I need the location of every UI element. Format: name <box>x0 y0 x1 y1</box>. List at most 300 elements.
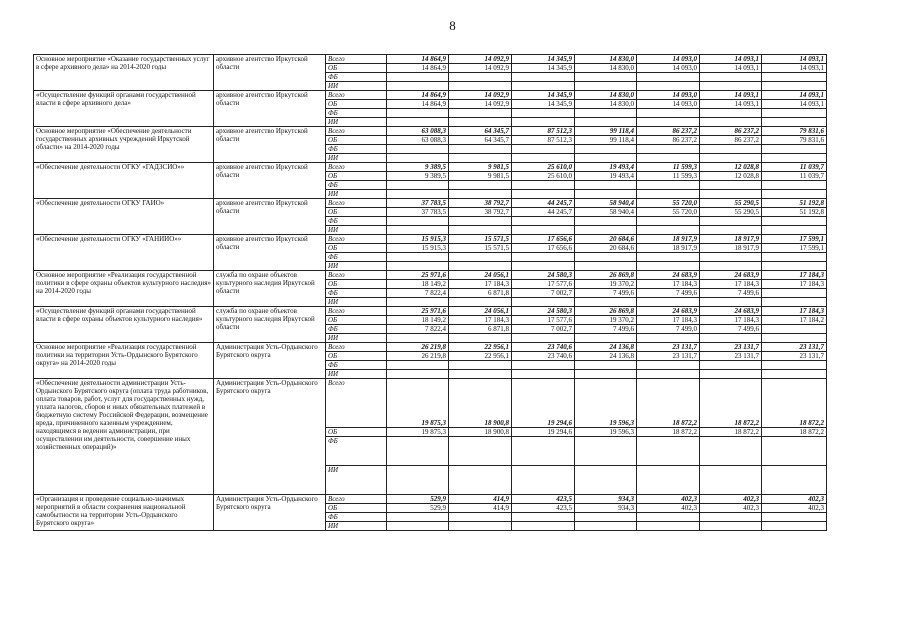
executor-name: Администрация Усть-Ордынского Бурятского округа <box>214 379 326 495</box>
measure-name: «Осуществление функций органами государственной власти в сфере охраны объектов культурного наследия» <box>34 307 214 343</box>
amount-cell <box>700 82 762 91</box>
amount-cell: 15 571,5 <box>449 244 512 253</box>
amount-cell <box>700 262 762 271</box>
amount-cell: 19 493,4 <box>575 163 637 172</box>
amount-cell: 14 093,1 <box>762 55 827 64</box>
amount-cell: 14 345,9 <box>512 64 575 73</box>
amount-cell <box>575 190 637 199</box>
amount-cell <box>575 73 637 82</box>
amount-cell <box>700 334 762 343</box>
amount-cell: 14 093,0 <box>637 55 700 64</box>
amount-cell <box>575 82 637 91</box>
amount-cell <box>637 154 700 163</box>
amount-cell: 7 499,6 <box>700 289 762 298</box>
amount-cell: 17 599,1 <box>762 244 827 253</box>
amount-cell: 86 237,2 <box>637 127 700 136</box>
amount-cell <box>637 370 700 379</box>
amount-cell: 402,3 <box>762 495 827 504</box>
amount-cell: 24 136,8 <box>575 352 637 361</box>
amount-cell: 14 093,1 <box>762 64 827 73</box>
funding-source-label: ОБ <box>326 280 387 289</box>
amount-cell <box>700 154 762 163</box>
amount-cell <box>700 361 762 370</box>
funding-source-label: ОБ <box>326 208 387 217</box>
funding-source-label: ФБ <box>326 513 387 522</box>
amount-cell: 7 499,0 <box>637 325 700 334</box>
amount-cell <box>575 370 637 379</box>
amount-cell: 14 093,1 <box>700 64 762 73</box>
measure-name: Основное мероприятие «Обеспечение деятельности государственных архивных учреждений Иркутской области» на 2014-2020 годы <box>34 127 214 163</box>
amount-cell <box>762 253 827 262</box>
amount-cell: 64 345,7 <box>449 127 512 136</box>
amount-cell: 14 864,9 <box>387 55 449 64</box>
amount-cell <box>387 181 449 190</box>
table-row <box>34 307 827 316</box>
amount-cell: 25 610,0 <box>512 163 575 172</box>
amount-cell <box>512 513 575 522</box>
amount-cell <box>762 334 827 343</box>
amount-cell <box>449 298 512 307</box>
amount-cell: 23 131,7 <box>700 343 762 352</box>
amount-cell: 24 136,8 <box>575 343 637 352</box>
executor-name: архивное агентство Иркутской области <box>214 199 326 235</box>
amount-cell: 55 720,0 <box>637 208 700 217</box>
amount-cell: 14 830,0 <box>575 55 637 64</box>
amount-cell: 402,3 <box>637 504 700 513</box>
amount-cell <box>637 217 700 226</box>
funding-source-label: ФБ <box>326 253 387 262</box>
amount-cell <box>637 334 700 343</box>
amount-cell: 14 092,9 <box>449 100 512 109</box>
executor-name: архивное агентство Иркутской области <box>214 55 326 91</box>
amount-cell <box>637 361 700 370</box>
amount-cell: 9 389,5 <box>387 172 449 181</box>
amount-cell <box>387 513 449 522</box>
amount-cell <box>512 82 575 91</box>
amount-cell: 18 149,2 <box>387 316 449 325</box>
amount-cell <box>387 145 449 154</box>
funding-source-label: Всего <box>326 271 387 280</box>
amount-cell <box>762 190 827 199</box>
amount-cell <box>449 361 512 370</box>
amount-cell: 7 499,6 <box>575 289 637 298</box>
funding-source-label: ИИ <box>326 262 387 271</box>
amount-cell: 23 131,7 <box>637 343 700 352</box>
amount-cell <box>449 181 512 190</box>
amount-cell <box>762 466 827 495</box>
executor-name: архивное агентство Иркутской области <box>214 163 326 199</box>
amount-cell: 24 056,1 <box>449 271 512 280</box>
amount-cell: 58 940,4 <box>575 208 637 217</box>
amount-cell: 17 184,3 <box>762 307 827 316</box>
amount-cell: 14 093,1 <box>762 91 827 100</box>
amount-cell: 26 869,8 <box>575 307 637 316</box>
amount-cell <box>762 181 827 190</box>
amount-cell <box>637 82 700 91</box>
table-row <box>34 91 827 100</box>
amount-cell: 423,5 <box>512 504 575 513</box>
amount-cell <box>637 513 700 522</box>
amount-cell: 14 093,1 <box>700 100 762 109</box>
amount-cell: 23 740,6 <box>512 343 575 352</box>
table-row <box>34 163 827 172</box>
amount-cell: 402,3 <box>762 504 827 513</box>
funding-source-label: Всего <box>326 307 387 316</box>
amount-cell: 24 683,9 <box>637 271 700 280</box>
amount-cell: 63 088,3 <box>387 136 449 145</box>
amount-cell: 37 783,5 <box>387 199 449 208</box>
amount-cell <box>575 298 637 307</box>
amount-cell: 14 345,9 <box>512 100 575 109</box>
amount-cell: 9 981,5 <box>449 163 512 172</box>
amount-cell <box>700 181 762 190</box>
measure-name: Основное мероприятие «Оказание государственных услуг в сфере архивного дела» на 2014-2020 годы <box>34 55 214 91</box>
amount-cell: 11 599,3 <box>637 172 700 181</box>
amount-cell <box>512 437 575 466</box>
amount-cell <box>637 298 700 307</box>
amount-cell <box>637 190 700 199</box>
amount-cell: 14 092,9 <box>449 64 512 73</box>
amount-cell <box>575 334 637 343</box>
amount-cell <box>449 262 512 271</box>
amount-cell: 19 875,3 <box>387 428 449 437</box>
amount-cell <box>762 226 827 235</box>
amount-cell: 64 345,7 <box>449 136 512 145</box>
amount-cell <box>387 118 449 127</box>
amount-cell: 19 370,2 <box>575 280 637 289</box>
amount-cell: 19 493,4 <box>575 172 637 181</box>
funding-source-label: ОБ <box>326 172 387 181</box>
amount-cell <box>512 262 575 271</box>
amount-cell: 17 184,2 <box>762 316 827 325</box>
amount-cell: 17 656,6 <box>512 244 575 253</box>
amount-cell <box>575 109 637 118</box>
funding-source-label: Всего <box>326 163 387 172</box>
amount-cell <box>387 262 449 271</box>
amount-cell <box>637 522 700 531</box>
amount-cell: 24 683,9 <box>637 307 700 316</box>
amount-cell: 19 370,2 <box>575 316 637 325</box>
amount-cell: 12 028,8 <box>700 172 762 181</box>
amount-cell <box>512 73 575 82</box>
amount-cell: 14 093,0 <box>637 91 700 100</box>
amount-cell <box>762 325 827 334</box>
table-row <box>34 343 827 352</box>
executor-name: архивное агентство Иркутской области <box>214 127 326 163</box>
amount-cell <box>637 118 700 127</box>
table-row <box>34 127 827 136</box>
amount-cell: 25 971,6 <box>387 307 449 316</box>
amount-cell: 79 831,6 <box>762 136 827 145</box>
amount-cell: 6 871,8 <box>449 289 512 298</box>
amount-cell <box>700 109 762 118</box>
amount-cell <box>700 118 762 127</box>
funding-source-label: ФБ <box>326 437 387 466</box>
amount-cell: 44 245,7 <box>512 208 575 217</box>
amount-cell <box>637 181 700 190</box>
amount-cell <box>700 466 762 495</box>
executor-name: Администрация Усть-Ордынского Бурятского округа <box>214 495 326 531</box>
amount-cell: 7 822,4 <box>387 325 449 334</box>
amount-cell: 23 131,7 <box>637 352 700 361</box>
amount-cell: 19 875,3 <box>387 379 449 428</box>
table-row <box>34 495 827 504</box>
amount-cell: 18 149,2 <box>387 280 449 289</box>
amount-cell: 19 596,3 <box>575 379 637 428</box>
amount-cell <box>512 361 575 370</box>
amount-cell <box>387 334 449 343</box>
amount-cell: 24 580,3 <box>512 271 575 280</box>
amount-cell: 15 571,5 <box>449 235 512 244</box>
amount-cell <box>637 466 700 495</box>
amount-cell <box>575 181 637 190</box>
amount-cell <box>700 253 762 262</box>
amount-cell: 529,9 <box>387 495 449 504</box>
amount-cell <box>762 289 827 298</box>
measure-name: Основное мероприятие «Реализация государственной политики на территории Усть-Ордынского Бурятского округа» на 2014-2020 годы <box>34 343 214 379</box>
amount-cell <box>449 82 512 91</box>
amount-cell: 423,5 <box>512 495 575 504</box>
amount-cell <box>762 298 827 307</box>
measure-name: «Обеспечение деятельности администрации Усть-Ордынского Бурятского округа (оплата труда работников, оплата товаров, работ, услуг для государственных нужд, уплата налогов, сборов и иных обязательных платежей в бюджетную систему Российской Федерации, возмещение вреда, причиненного казенным учреждением, находящимся в ведении администрации, при осуществлении им деятельности, совершение иных хозяйственных операций)» <box>34 379 214 495</box>
amount-cell <box>449 437 512 466</box>
amount-cell <box>762 145 827 154</box>
amount-cell: 934,3 <box>575 495 637 504</box>
amount-cell <box>387 226 449 235</box>
amount-cell: 19 294,6 <box>512 379 575 428</box>
amount-cell: 6 871,8 <box>449 325 512 334</box>
funding-source-label: ФБ <box>326 73 387 82</box>
amount-cell <box>762 73 827 82</box>
amount-cell <box>387 298 449 307</box>
amount-cell: 7 822,4 <box>387 289 449 298</box>
amount-cell: 402,3 <box>637 495 700 504</box>
amount-cell: 14 345,9 <box>512 91 575 100</box>
amount-cell <box>449 226 512 235</box>
amount-cell: 87 512,3 <box>512 136 575 145</box>
table-row <box>34 55 827 64</box>
amount-cell: 86 237,2 <box>637 136 700 145</box>
funding-source-label: ИИ <box>326 226 387 235</box>
amount-cell: 51 192,8 <box>762 208 827 217</box>
table-row <box>34 235 827 244</box>
amount-cell: 414,9 <box>449 504 512 513</box>
funding-source-label: ИИ <box>326 466 387 495</box>
amount-cell: 529,9 <box>387 504 449 513</box>
amount-cell <box>387 361 449 370</box>
amount-cell: 18 900,8 <box>449 428 512 437</box>
amount-cell: 14 093,1 <box>700 91 762 100</box>
executor-name: Администрация Усть-Ордынского Бурятского округа <box>214 343 326 379</box>
amount-cell <box>762 437 827 466</box>
funding-source-label: ОБ <box>326 504 387 513</box>
amount-cell: 38 792,7 <box>449 208 512 217</box>
amount-cell: 18 872,2 <box>637 379 700 428</box>
amount-cell: 18 872,2 <box>700 379 762 428</box>
amount-cell <box>449 118 512 127</box>
amount-cell <box>449 370 512 379</box>
funding-source-label: ИИ <box>326 190 387 199</box>
amount-cell: 402,3 <box>700 495 762 504</box>
table-row <box>34 271 827 280</box>
amount-cell: 14 093,1 <box>762 100 827 109</box>
amount-cell <box>575 154 637 163</box>
amount-cell <box>387 82 449 91</box>
amount-cell: 17 577,6 <box>512 316 575 325</box>
amount-cell <box>762 361 827 370</box>
amount-cell <box>512 253 575 262</box>
amount-cell: 11 039,7 <box>762 172 827 181</box>
amount-cell <box>637 109 700 118</box>
amount-cell: 402,3 <box>700 504 762 513</box>
funding-source-label: Всего <box>326 343 387 352</box>
amount-cell <box>387 109 449 118</box>
amount-cell: 17 599,1 <box>762 235 827 244</box>
amount-cell: 63 088,3 <box>387 127 449 136</box>
measure-name: «Осуществление функций органами государственной власти в сфере архивного дела» <box>34 91 214 127</box>
measure-name: «Обеспечение деятельности ОГКУ «ГАДЗСИО»» <box>34 163 214 199</box>
amount-cell <box>512 217 575 226</box>
measure-name: «Обеспечение деятельности ОГКУ ГАИО» <box>34 199 214 235</box>
amount-cell <box>575 262 637 271</box>
amount-cell: 14 864,9 <box>387 100 449 109</box>
amount-cell: 18 872,2 <box>762 379 827 428</box>
funding-source-label: Всего <box>326 127 387 136</box>
amount-cell <box>575 522 637 531</box>
amount-cell <box>512 226 575 235</box>
amount-cell: 38 792,7 <box>449 199 512 208</box>
amount-cell: 17 577,6 <box>512 280 575 289</box>
amount-cell <box>512 145 575 154</box>
amount-cell: 11 039,7 <box>762 163 827 172</box>
amount-cell: 9 981,5 <box>449 172 512 181</box>
amount-cell: 17 184,3 <box>700 316 762 325</box>
funding-source-label: ФБ <box>326 145 387 154</box>
funding-source-label: ОБ <box>326 100 387 109</box>
amount-cell <box>637 226 700 235</box>
amount-cell <box>575 437 637 466</box>
amount-cell: 14 092,9 <box>449 91 512 100</box>
amount-cell: 15 915,3 <box>387 244 449 253</box>
funding-source-label: Всего <box>326 199 387 208</box>
amount-cell <box>700 437 762 466</box>
amount-cell: 55 720,0 <box>637 199 700 208</box>
amount-cell: 51 192,8 <box>762 199 827 208</box>
amount-cell <box>449 253 512 262</box>
amount-cell <box>449 522 512 531</box>
amount-cell <box>637 253 700 262</box>
amount-cell <box>575 145 637 154</box>
amount-cell <box>762 522 827 531</box>
amount-cell: 14 864,9 <box>387 64 449 73</box>
amount-cell <box>449 466 512 495</box>
amount-cell <box>637 145 700 154</box>
funding-source-label: Всего <box>326 495 387 504</box>
amount-cell: 44 245,7 <box>512 199 575 208</box>
amount-cell: 14 864,9 <box>387 91 449 100</box>
amount-cell: 17 184,3 <box>700 280 762 289</box>
funding-source-label: ОБ <box>326 428 387 437</box>
amount-cell <box>700 298 762 307</box>
amount-cell: 7 002,7 <box>512 289 575 298</box>
amount-cell: 414,9 <box>449 495 512 504</box>
amount-cell: 99 118,4 <box>575 127 637 136</box>
amount-cell <box>700 145 762 154</box>
amount-cell: 17 184,3 <box>637 280 700 289</box>
amount-cell <box>512 154 575 163</box>
amount-cell: 24 683,9 <box>700 307 762 316</box>
amount-cell <box>575 226 637 235</box>
amount-cell: 12 028,8 <box>700 163 762 172</box>
amount-cell <box>387 190 449 199</box>
amount-cell: 18 872,2 <box>700 428 762 437</box>
funding-source-label: ФБ <box>326 325 387 334</box>
amount-cell <box>512 522 575 531</box>
funding-source-label: ИИ <box>326 118 387 127</box>
amount-cell <box>512 298 575 307</box>
amount-cell: 55 290,5 <box>700 199 762 208</box>
amount-cell <box>762 217 827 226</box>
executor-name: служба по охране объектов культурного наследия Иркутской области <box>214 271 326 307</box>
amount-cell: 86 237,2 <box>700 136 762 145</box>
amount-cell: 14 345,9 <box>512 55 575 64</box>
funding-source-label: ФБ <box>326 217 387 226</box>
amount-cell: 17 184,3 <box>637 316 700 325</box>
amount-cell <box>449 145 512 154</box>
executor-name: архивное агентство Иркутской области <box>214 235 326 271</box>
amount-cell: 19 294,6 <box>512 428 575 437</box>
funding-source-label: ОБ <box>326 136 387 145</box>
amount-cell <box>762 154 827 163</box>
amount-cell <box>512 334 575 343</box>
amount-cell <box>762 370 827 379</box>
amount-cell <box>512 190 575 199</box>
amount-cell: 87 512,3 <box>512 127 575 136</box>
amount-cell: 7 499,6 <box>637 289 700 298</box>
amount-cell <box>700 226 762 235</box>
funding-source-label: Всего <box>326 55 387 64</box>
funding-source-label: Всего <box>326 235 387 244</box>
amount-cell: 24 683,9 <box>700 271 762 280</box>
funding-source-label: Всего <box>326 379 387 428</box>
page-number: 8 <box>449 18 456 33</box>
amount-cell: 24 056,1 <box>449 307 512 316</box>
amount-cell: 99 118,4 <box>575 136 637 145</box>
amount-cell <box>700 370 762 379</box>
amount-cell: 14 830,0 <box>575 64 637 73</box>
measure-name: «Обеспечение деятельности ОГКУ «ГАНИИО»» <box>34 235 214 271</box>
amount-cell: 15 915,3 <box>387 235 449 244</box>
amount-cell: 18 917,9 <box>700 244 762 253</box>
amount-cell: 58 940,4 <box>575 199 637 208</box>
amount-cell <box>700 522 762 531</box>
amount-cell: 17 184,3 <box>762 280 827 289</box>
amount-cell: 25 610,0 <box>512 172 575 181</box>
budget-table <box>33 54 827 531</box>
funding-source-label: ФБ <box>326 289 387 298</box>
amount-cell <box>387 253 449 262</box>
funding-source-label: ИИ <box>326 334 387 343</box>
amount-cell <box>449 109 512 118</box>
amount-cell: 14 093,1 <box>700 55 762 64</box>
amount-cell: 24 580,3 <box>512 307 575 316</box>
amount-cell: 18 917,9 <box>637 244 700 253</box>
funding-source-label: Всего <box>326 91 387 100</box>
amount-cell <box>762 82 827 91</box>
amount-cell: 23 131,7 <box>700 352 762 361</box>
amount-cell <box>762 118 827 127</box>
amount-cell: 23 131,7 <box>762 343 827 352</box>
